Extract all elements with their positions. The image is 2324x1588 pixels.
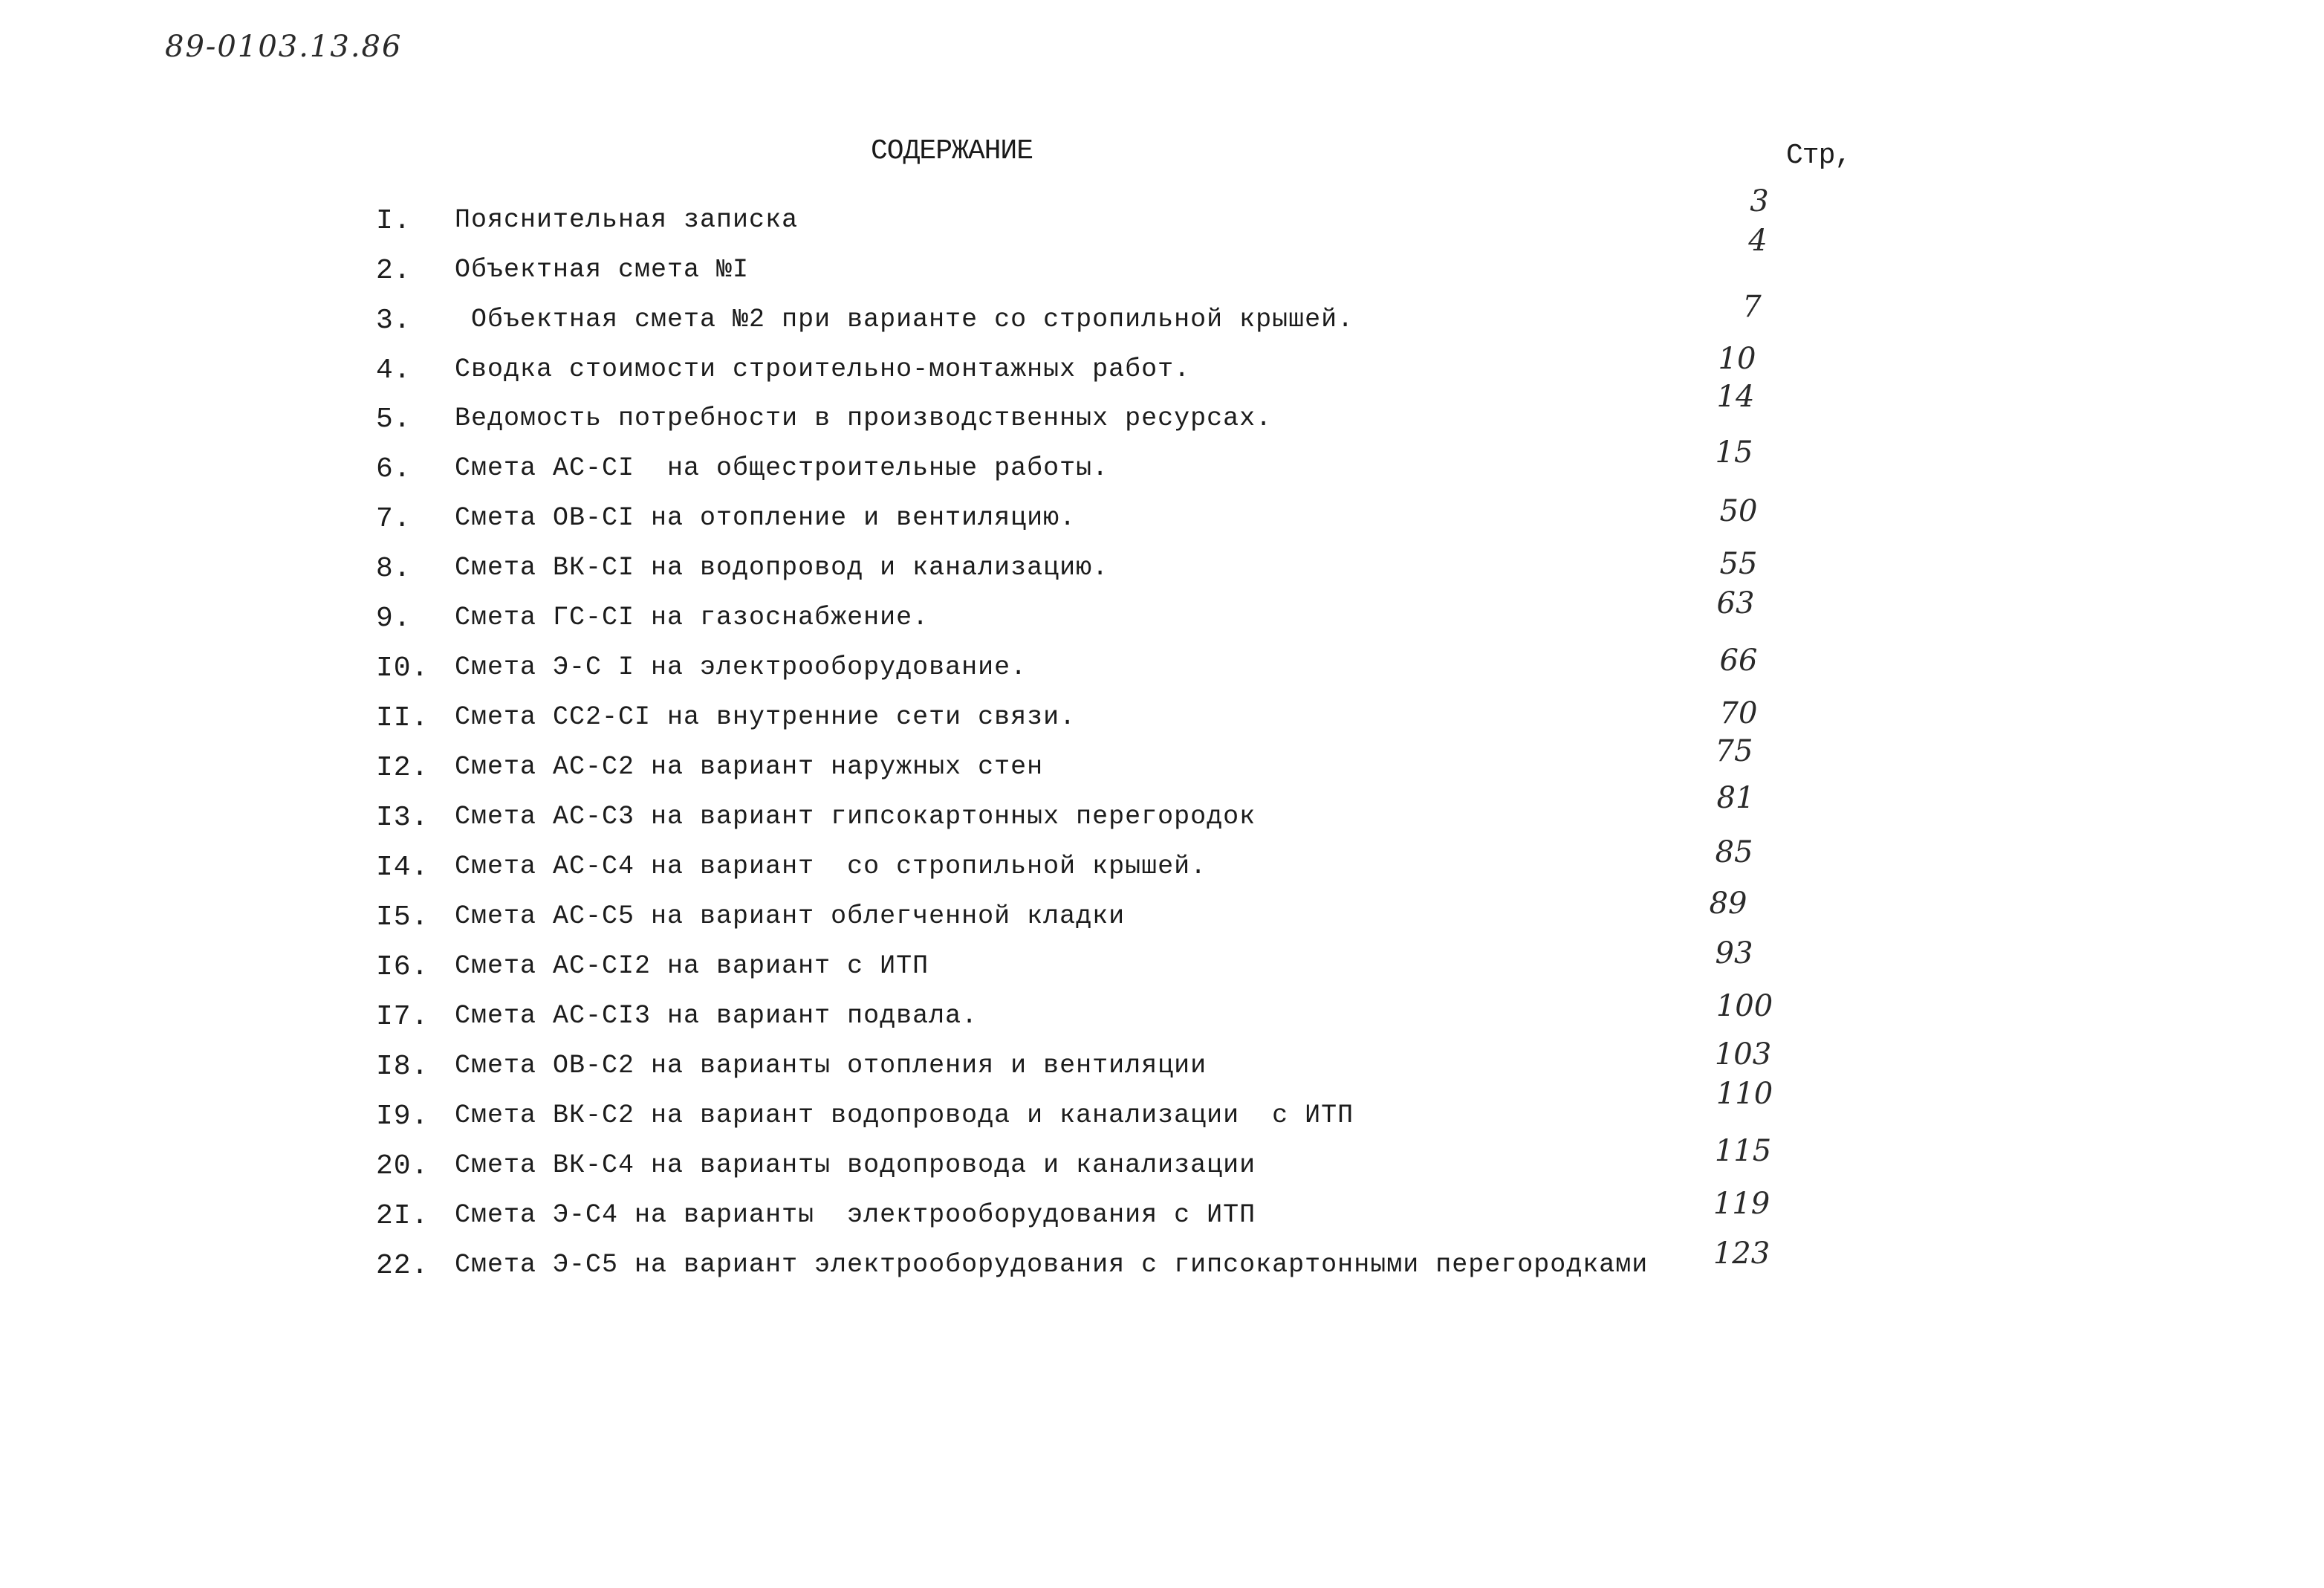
- toc-entry-page: 70: [1719, 696, 1758, 730]
- toc-entry-title: Смета АС-С2 на вариант наружных стен: [455, 752, 1044, 782]
- toc-entry-title: Пояснительная записка: [455, 205, 799, 235]
- toc-entry: [0, 1134, 2324, 1195]
- toc-entry: [0, 184, 2324, 250]
- toc-entry-title: Смета АС-СI2 на вариант с ИТП: [455, 951, 929, 981]
- toc-entry-page: 103: [1714, 1037, 1772, 1072]
- toc-entry-title: Смета ГС-СI на газоснабжение.: [455, 603, 929, 632]
- toc-entry-title: Смета АС-С5 на вариант облегченной кладки: [455, 901, 1126, 931]
- toc-entry-page: 66: [1719, 644, 1758, 678]
- toc-entry-number: I3.: [376, 802, 429, 834]
- toc-entry-page: 10: [1718, 342, 1756, 376]
- toc-entry-page: 119: [1713, 1187, 1770, 1221]
- toc-entry-title: Смета ОВ-С2 на варианты отопления и вентиляции: [455, 1051, 1207, 1080]
- toc-entry-number: 2.: [376, 255, 412, 287]
- page-title: СОДЕРЖАНИЕ: [871, 135, 1033, 167]
- toc-entry-number: I5.: [376, 901, 429, 933]
- toc-entry-title: Смета Э-С5 на вариант электрооборудования с гипсокартонными перегородками: [455, 1250, 1649, 1280]
- toc-entry-page: 89: [1709, 887, 1747, 921]
- toc-entry: [0, 380, 2324, 448]
- toc-entry: [0, 989, 2324, 1046]
- toc-entry: [0, 494, 2324, 548]
- toc-entry-title: Смета ОВ-СI на отопление и вентиляцию.: [455, 503, 1077, 533]
- toc-entry-number: 2I.: [376, 1200, 429, 1232]
- toc-entry-page: 123: [1713, 1237, 1770, 1271]
- toc-entry-number: I4.: [376, 852, 429, 884]
- toc-entry-number: I2.: [376, 752, 429, 784]
- toc-entry-number: I8.: [376, 1051, 429, 1083]
- toc-entry: [0, 936, 2324, 996]
- toc-entry: [0, 547, 2324, 597]
- toc-entry-page: 93: [1715, 936, 1753, 970]
- toc-entry-title: Смета АС-С4 на вариант со стропильной крышей.: [455, 852, 1207, 881]
- toc-entry-page: 100: [1716, 989, 1773, 1023]
- toc-entry: [0, 644, 2324, 697]
- toc-entry-number: 6.: [376, 453, 412, 485]
- toc-entry-number: 3.: [376, 305, 412, 337]
- toc-entry-title: Объектная смета №2 при варианте со стропильной крышей.: [455, 305, 1354, 334]
- toc-entry-title: Смета СС2-СI на внутренние сети связи.: [455, 702, 1077, 732]
- toc-entry-number: I7.: [376, 1001, 429, 1033]
- toc-entry-title: Сводка стоимости строительно-монтажных работ.: [455, 354, 1191, 384]
- toc-entry-page: 14: [1716, 380, 1755, 414]
- toc-entry-page: 7: [1742, 290, 1762, 324]
- toc-entry: [0, 435, 2324, 498]
- toc-entry-page: 3: [1750, 184, 1769, 218]
- toc-entry-title: Объектная смета №I: [455, 255, 750, 285]
- toc-entry: [0, 1237, 2324, 1294]
- toc-entry-number: 22.: [376, 1250, 429, 1282]
- toc-entry-page: 75: [1715, 734, 1753, 768]
- toc-entry-title: Смета ВК-С4 на варианты водопровода и канализации: [455, 1150, 1256, 1180]
- toc-entry: [0, 1037, 2324, 1095]
- toc-entry-title: Ведомость потребности в производственных ресурсах.: [455, 404, 1273, 433]
- toc-entry: [0, 835, 2324, 896]
- toc-entry-title: Смета Э-С I на электрооборудование.: [455, 652, 1028, 682]
- toc-entry-page: 63: [1716, 586, 1755, 620]
- toc-entry-number: I9.: [376, 1101, 429, 1132]
- toc-entry-page: 115: [1714, 1134, 1772, 1168]
- toc-entry-number: II.: [376, 702, 429, 734]
- toc-entry: [0, 734, 2324, 797]
- toc-entry: [0, 696, 2324, 747]
- toc-entry: [0, 1187, 2324, 1245]
- toc-entry-title: Смета АС-СI на общестроительные работы.: [455, 453, 1109, 483]
- toc-entry-number: 9.: [376, 603, 412, 635]
- toc-entry-page: 110: [1716, 1077, 1773, 1111]
- toc-entry-page: 81: [1716, 781, 1755, 815]
- toc-entry: [0, 224, 2324, 299]
- toc-entry-title: Смета ВК-СI на водопровод и канализацию.: [455, 553, 1109, 583]
- toc-entry: [0, 586, 2324, 647]
- toc-entry: [0, 290, 2324, 349]
- toc-entry-title: Смета Э-С4 на варианты электрооборудования с ИТП: [455, 1200, 1256, 1230]
- toc-entry-number: 20.: [376, 1150, 429, 1182]
- toc-entry-number: 4.: [376, 354, 412, 386]
- toc-entry: [0, 887, 2324, 946]
- toc-entry: [0, 342, 2324, 399]
- toc-entry-number: I6.: [376, 951, 429, 983]
- toc-entry-number: 5.: [376, 404, 412, 435]
- toc-entry-page: 4: [1748, 224, 1768, 258]
- toc-entry-number: I.: [376, 205, 412, 237]
- toc-entry: [0, 781, 2324, 846]
- toc-entry-title: Смета АС-СI3 на вариант подвала.: [455, 1001, 978, 1031]
- toc-entry-title: Смета АС-С3 на вариант гипсокартонных перегородок: [455, 802, 1256, 832]
- toc-entry: [0, 1077, 2324, 1145]
- page-column-label: Стр,: [1786, 140, 1851, 172]
- toc-entry-title: Смета ВК-С2 на вариант водопровода и канализации с ИТП: [455, 1101, 1354, 1130]
- toc-entry-page: 85: [1715, 835, 1753, 869]
- toc-entry-number: I0.: [376, 652, 429, 684]
- document-code: 89-0103.13.86: [165, 30, 403, 64]
- toc-entry-number: 7.: [376, 503, 412, 535]
- toc-entry-page: 50: [1719, 494, 1758, 528]
- toc-entry-page: 55: [1719, 547, 1758, 581]
- toc-entry-page: 15: [1715, 435, 1753, 470]
- toc-entry-number: 8.: [376, 553, 412, 585]
